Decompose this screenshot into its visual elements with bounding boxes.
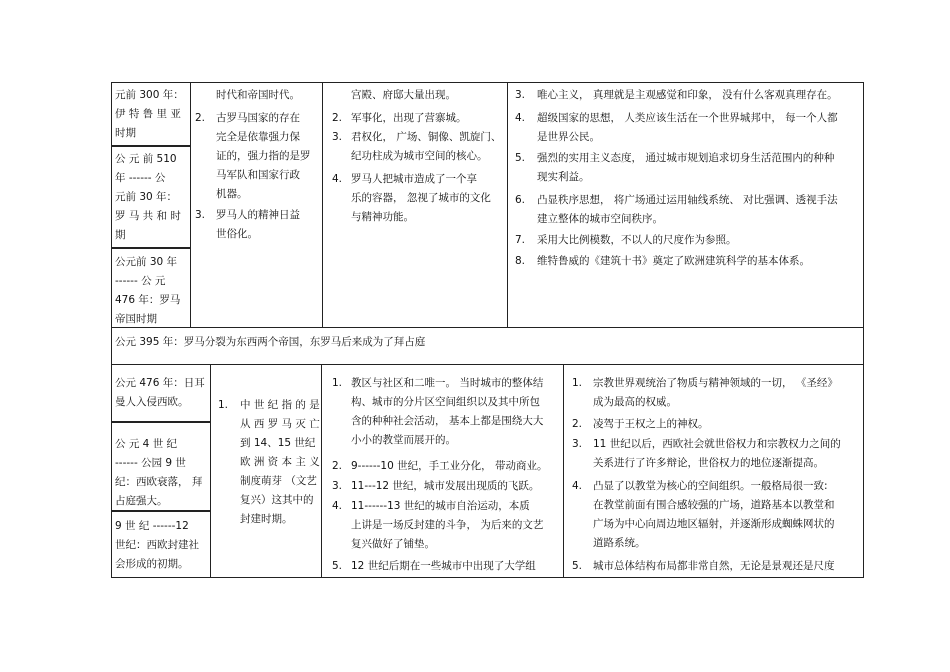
cell-text-line: 君权化， 广场、铜像、凯旋门、 [351, 131, 502, 143]
cell-text-line: 9------10 世纪，手工业分化， 带动商业。 [351, 460, 548, 472]
cell-text-line: 年 ------ 公 [115, 172, 166, 184]
cell-text-line: 含的种种社会活动， 基本上都是围绕大大 [351, 415, 544, 427]
cell-text-line: 马军队和国家行政 [216, 169, 300, 181]
item-number: 1. [218, 399, 229, 411]
item-number: 8. [515, 255, 526, 267]
cell-text-line: 制度萌芽 （文艺 [240, 475, 317, 487]
cell-text-line: 乐的容器， 忽视了城市的文化 [351, 192, 491, 204]
cell-text-line: 期 [115, 229, 126, 241]
cell-text-line: 时代和帝国时代。 [216, 89, 300, 101]
item-number: 2. [572, 418, 583, 430]
cell-text-line: 中 世 纪 指 的 是 [240, 399, 320, 411]
cell-text-line: 时期 [115, 127, 136, 139]
cell-text-line: 11------13 世纪的城市自治运动，本质 [351, 500, 530, 512]
cell-text-line: 纪：西欧衰落， 拜 [115, 476, 203, 488]
cell-text-line: 在教堂前面有围合感较强的广场，道路基本以教堂和 [593, 499, 835, 511]
cell-text-line: 道路系统。 [593, 537, 646, 549]
item-number: 2. [195, 112, 206, 124]
item-number: 2. [332, 460, 343, 472]
item-number: 3. [332, 131, 343, 143]
item-number: 2. [332, 112, 343, 124]
cell-text-line: 证的，强力指的是罗 [216, 150, 311, 162]
item-number: 4. [572, 480, 583, 492]
cell-text-line: 公元 476 年：日耳 [115, 377, 205, 389]
item-number: 1. [332, 377, 343, 389]
cell-text-line: 凸显秩序思想， 将广场通过运用轴线系统、 对比强调、透视手法 [537, 194, 838, 206]
cell-text-line: 公元前 30 年 [115, 256, 178, 268]
cell-text-line: 凸显了以教堂为核心的空间组织。一般格局很一致: [593, 480, 828, 492]
cell-text-line: 12 世纪后期在一些城市中出现了大学组 [351, 560, 536, 572]
cell-text-line: 广场为中心向周边地区辐射，并逐渐形成蜘蛛网状的 [593, 518, 835, 530]
cell-text-line: 会形成的初期。 [115, 558, 189, 570]
cell-text-line: 上讲是一场反封建的斗争， 为后来的文艺 [351, 519, 544, 531]
item-number: 4. [515, 112, 526, 124]
item-number: 3. [515, 89, 526, 101]
cell-text-line: 从 西 罗 马 灭 亡 [240, 418, 320, 430]
cell-text-line: 是世界公民。 [537, 131, 600, 143]
cell-text-line: 元前 30 年： [115, 191, 178, 203]
cell-text-line: 教区与社区和二唯一。 当时城市的整体结 [351, 377, 544, 389]
cell-text-line: 复兴做好了铺垫。 [351, 538, 435, 550]
cell-text-line: 维特鲁威的《建筑十书》奠定了欧洲建筑科学的基本体系。 [537, 255, 810, 267]
cell-text-line: 公 元 前 510 [115, 153, 177, 165]
cell-text-line: 现实利益。 [537, 171, 590, 183]
cell-text-line: 欧 洲 资 本 主 义 [240, 456, 320, 468]
cell-text-line: 构、城市的分片区空间组织以及其中所包 [351, 396, 540, 408]
cell-text-line: 超级国家的思想， 人类应该生活在一个世界城邦中， 每一个人都 [537, 112, 838, 124]
cell-text-line: 建立整体的城市空间秩序。 [537, 213, 663, 225]
cell-text-line: 占庭强大。 [115, 495, 168, 507]
cell-text-line: 凌驾于王权之上的神权。 [593, 418, 709, 430]
cell-text-line: 476 年：罗马 [115, 294, 181, 306]
cell-text-line: 世俗化。 [216, 228, 258, 240]
period-cell-476 [111, 364, 211, 422]
item-number: 3. [195, 209, 206, 221]
item-number: 6. [515, 194, 526, 206]
cell-text-line: 关系进行了许多辩论，世俗权力的地位逐渐提高。 [593, 457, 824, 469]
cell-text-line: 复兴）这其中的 [240, 494, 314, 506]
cell-text-line: 军事化，出现了营寨城。 [351, 112, 467, 124]
separator-text: 公元 395 年：罗马分裂为东西两个帝国，东罗马后来成为了拜占庭 [115, 336, 426, 348]
cell-text-line: 小小的教堂而展开的。 [351, 434, 456, 446]
cell-text-line: 纪功柱成为城市空间的核心。 [351, 150, 488, 162]
cell-text-line: 成为最高的权威。 [593, 396, 677, 408]
cell-text-line: 封建时期。 [240, 513, 293, 525]
cell-text-line: 机器。 [216, 188, 248, 200]
item-number: 5. [515, 152, 526, 164]
cell-text-line: 罗马人的精神日益 [216, 209, 300, 221]
cell-text-line: 宗教世界观统治了物质与精神领域的一切， 《圣经》 [593, 377, 838, 389]
cell-text-line: 与精神功能。 [351, 211, 414, 223]
cell-text-line: 公 元 4 世 纪 [115, 438, 178, 450]
item-number: 1. [572, 377, 583, 389]
features-cell-medieval [210, 364, 322, 578]
cell-text-line: 9 世 纪 ------12 [115, 520, 189, 532]
item-number: 4. [332, 500, 343, 512]
cell-text-line: 唯心主义， 真理就是主观感觉和印象， 没有什么客观真理存在。 [537, 89, 838, 101]
cell-text-line: 帝国时期 [115, 313, 157, 325]
cell-text-line: 到 14、15 世纪 [240, 437, 316, 449]
cell-text-line: 伊 特 鲁 里 亚 [115, 108, 181, 120]
cell-text-line: 宫殿、府邸大量出现。 [351, 89, 456, 101]
item-number: 4. [332, 173, 343, 185]
cell-text-line: 古罗马国家的存在 [216, 112, 300, 124]
cell-text-line: 城市总体结构布局都非常自然，无论是景观还是尺度 [593, 560, 835, 572]
cell-text-line: ------ 公 元 [115, 275, 166, 287]
cell-text-line: 罗马人把城市造成了一个享 [351, 173, 477, 185]
cell-text-line: 罗 马 共 和 时 [115, 210, 181, 222]
item-number: 3. [332, 480, 343, 492]
item-number: 5. [572, 560, 583, 572]
cell-text-line: 采用大比例模数，不以人的尺度作为参照。 [537, 234, 737, 246]
cell-text-line: 强烈的实用主义态度， 通过城市规划追求切身生活范围内的种种 [537, 152, 835, 164]
cell-text-line: 元前 300 年： [115, 89, 184, 101]
cell-text-line: 11---12 世纪，城市发展出现质的飞跃。 [351, 480, 540, 492]
cell-text-line: ------ 公园 9 世 [115, 457, 186, 469]
cell-text-line: 11 世纪以后，西欧社会就世俗权力和宗教权力之间的 [593, 438, 841, 450]
item-number: 5. [332, 560, 343, 572]
cell-text-line: 世纪：西欧封建社 [115, 539, 199, 551]
cell-text-line: 曼人入侵西欧。 [115, 396, 189, 408]
cell-text-line: 完全是依靠强力保 [216, 131, 300, 143]
item-number: 7. [515, 234, 526, 246]
item-number: 3. [572, 438, 583, 450]
